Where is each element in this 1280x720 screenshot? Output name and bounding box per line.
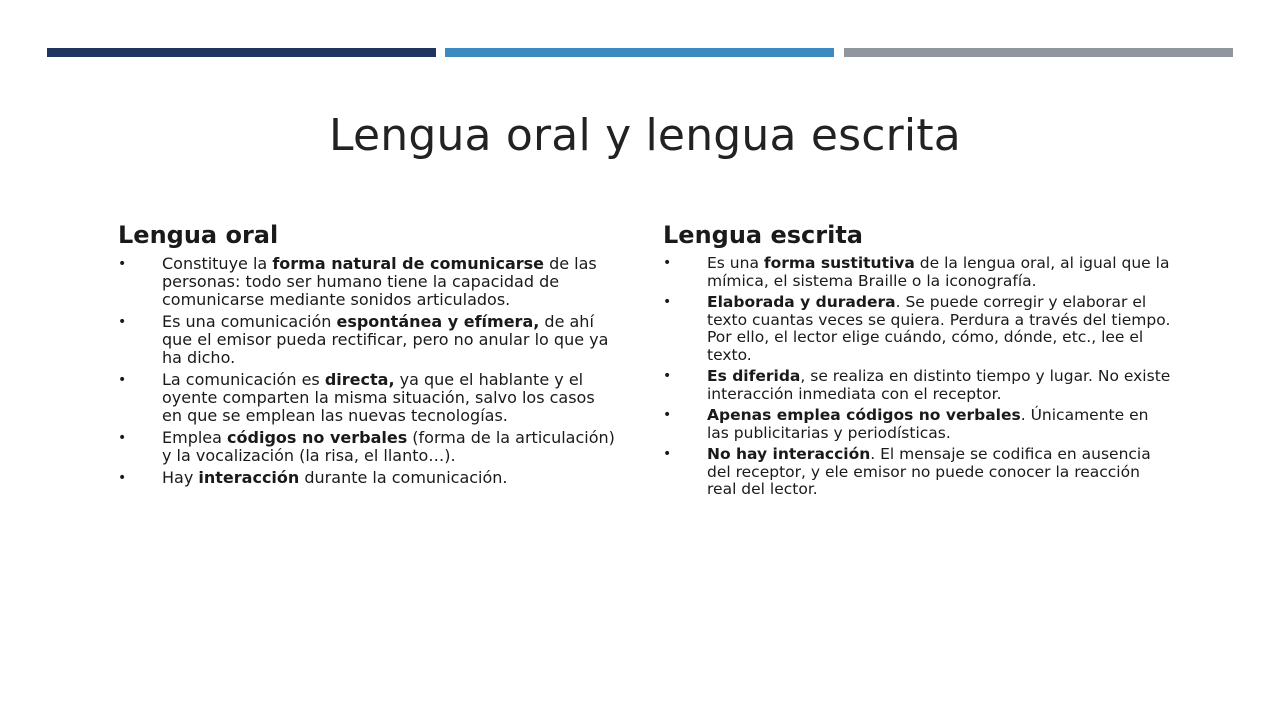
item-emphasis: Apenas emplea códigos no verbales <box>707 406 1021 424</box>
list-item <box>118 255 618 309</box>
bullet-icon: • <box>663 294 672 310</box>
item-text: Emplea <box>162 428 228 447</box>
item-text: Hay <box>162 468 199 487</box>
list-item <box>118 429 618 465</box>
list-item <box>663 446 1173 499</box>
column-lengua-escrita <box>663 221 1173 503</box>
item-emphasis: códigos no verbales <box>227 428 408 447</box>
item-text: Es una comunicación <box>162 312 337 331</box>
item-text: . Únicamente en las publicitarias y periodísticas. <box>707 406 1149 442</box>
item-text: ya que el hablante y el oyente comparten la misma situación, salvo los casos en que se emplean las nuevas tecnologías. <box>162 370 595 425</box>
item-emphasis: forma sustitutiva <box>763 254 915 272</box>
item-text: Constituye la <box>162 254 273 273</box>
bullet-icon: • <box>118 430 127 446</box>
bullet-icon: • <box>663 368 672 384</box>
item-emphasis: espontánea y efímera, <box>336 312 540 331</box>
list-item <box>118 371 618 425</box>
item-text: durante la comunicación. <box>299 468 508 487</box>
accent-bar-gray <box>844 48 1233 57</box>
list-item <box>663 407 1173 442</box>
bullet-list-oral <box>118 255 618 487</box>
list-item <box>663 255 1173 290</box>
bullet-icon: • <box>663 407 672 423</box>
top-accent-bars <box>47 48 1233 57</box>
list-item <box>118 469 618 487</box>
item-text: Es una <box>707 254 764 272</box>
bullet-icon: • <box>118 470 127 486</box>
column-heading-escrita: Lengua escrita <box>663 221 863 249</box>
column-heading-oral: Lengua oral <box>118 221 279 249</box>
slide-title: Lengua oral y lengua escrita <box>329 110 961 161</box>
list-item <box>118 313 618 367</box>
item-text: La comunicación es <box>162 370 325 389</box>
item-text: de ahí que el emisor pueda rectificar, pero no anular lo que ya ha dicho. <box>162 312 609 367</box>
item-text: . El mensaje se codifica en ausencia del receptor, y ele emisor no puede conocer la reacción real del lector. <box>707 445 1151 498</box>
item-emphasis: interacción <box>198 468 300 487</box>
bullet-icon: • <box>663 255 672 271</box>
list-item <box>663 368 1173 403</box>
item-emphasis: forma natural de comunicarse <box>272 254 544 273</box>
bullet-icon: • <box>118 372 127 388</box>
item-emphasis: Es diferida <box>707 367 801 385</box>
bullet-icon: • <box>118 256 127 272</box>
bullet-icon: • <box>663 446 672 462</box>
bullet-list-escrita <box>663 255 1173 499</box>
slide-image-content <box>60 78 1230 688</box>
item-emphasis: No hay interacción <box>707 445 871 463</box>
item-text: , se realiza en distinto tiempo y lugar. No existe interacción inmediata con el receptor. <box>707 367 1171 403</box>
column-lengua-oral <box>118 221 618 491</box>
item-text: de la lengua oral, al igual que la mímica, el sistema Braille o la iconografía. <box>707 254 1170 290</box>
bullet-icon: • <box>118 314 127 330</box>
item-emphasis: Elaborada y duradera <box>707 293 896 311</box>
accent-bar-light-blue <box>445 48 834 57</box>
item-text: . Se puede corregir y elaborar el texto cuantas veces se quiera. Perdura a través del tiempo. Por ello, el lector elige cuándo, cómo, dónde, etc., lee el texto. <box>707 293 1171 364</box>
list-item <box>663 294 1173 364</box>
item-emphasis: directa, <box>324 370 395 389</box>
accent-bar-dark-blue <box>47 48 436 57</box>
item-text: de las personas: todo ser humano tiene la capacidad de comunicarse mediante sonidos articulados. <box>162 254 597 309</box>
item-text: (forma de la articulación) y la vocalización (la risa, el llanto…). <box>162 428 615 465</box>
